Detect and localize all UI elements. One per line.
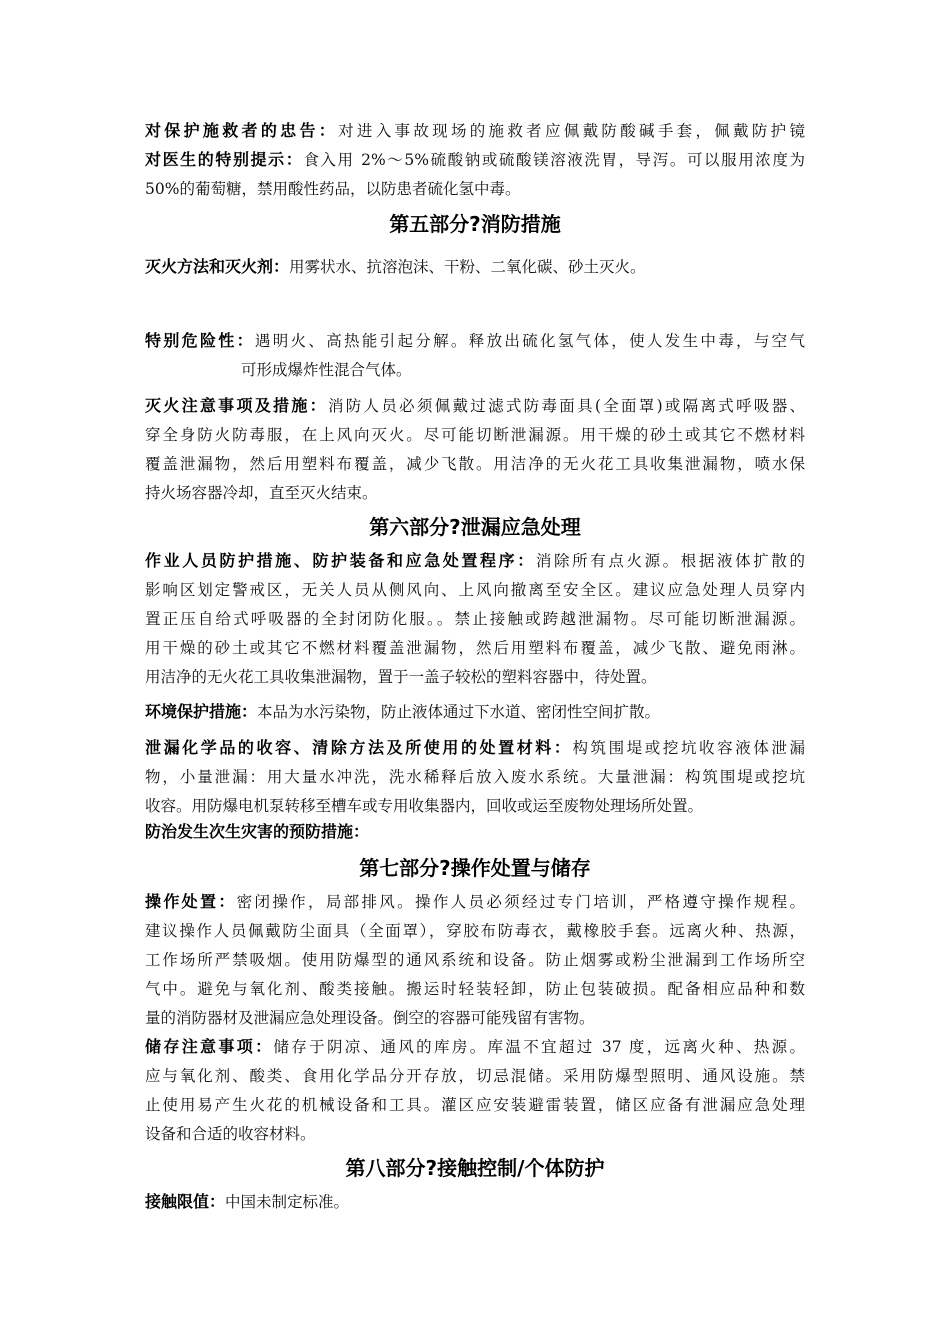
fire-precaution-label: 灭火注意事项及措施： [145,396,328,415]
fire-precaution-line-2: 穿全身防火防毒服，在上风向灭火。尽可能切断泄漏源。用干燥的砂土或其它不燃材料 [145,426,805,444]
personnel-line-5: 用洁净的无火花工具收集泄漏物，置于一盖子较松的塑料容器中，待处置。 [145,668,657,686]
storage-line-2: 应与氧化剂、酸类、食用化学品分开存放，切忌混储。采用防爆型照明、通风设施。禁 [145,1067,805,1085]
handling-line-2: 建议操作人员佩戴防尘面具（全面罩），穿胶布防毒衣，戴橡胶手套。远离火种、热源， [145,922,805,940]
handling-text-1: 密闭操作，局部排风。操作人员必须经过专门培训，严格遵守操作规程。 [236,893,805,911]
handling-line-5: 量的消防器材及泄漏应急处理设备。倒空的容器可能残留有害物。 [145,1009,595,1027]
doctor-note-line-2 [145,178,520,200]
secondary-disaster-label: 防治发生次生灾害的预防措施： [145,822,370,841]
special-hazard-text-2: 可形成爆炸性混合气体。 [241,361,412,379]
doctor-note-text-2: 50%的葡萄糖，禁用酸性药品，以防患者硫化氢中毒。 [145,180,521,198]
handling-line-3: 工作场所严禁吸烟。使用防爆型的通风系统和设备。防止烟雾或粉尘泄漏到工作场所空 [145,951,805,969]
storage-line-4: 设备和合适的收容材料。 [145,1125,316,1143]
personnel-text-1: 消除所有点火源。根据液体扩散的 [535,552,805,570]
personnel-label: 作业人员防护措施、防护装备和应急处置程序： [145,551,536,570]
storage-line-3: 止使用易产生火花的机械设备和工具。灌区应安装避雷装置，储区应备有泄漏应急处理 [145,1096,805,1114]
section5-title: 第五部分?消防措施 [389,212,561,236]
section8-title: 第八部分?接触控制/个体防护 [345,1156,605,1180]
doctor-note-text-1: 食入用 2%～5%硫酸钠或硫酸镁溶液洗胃，导泻。可以服用浓度为 [303,151,805,169]
personnel-line-4: 用干燥的砂土或其它不燃材料覆盖泄漏物，然后用塑料布覆盖，减少飞散、避免雨淋。 [145,639,805,657]
cleanup-line-3: 收容。用防爆电机泵转移至槽车或专用收集器内，回收或运至废物处理场所处置。 [145,797,704,815]
personnel-line-3: 置正压自给式呼吸器的全封闭防化服。。禁止接触或跨越泄漏物。尽可能切断泄漏源。 [145,610,805,628]
section7-title: 第七部分?操作处置与储存 [359,856,591,880]
personnel-line-2: 影响区划定警戒区，无关人员从侧风向、上风向撤离至安全区。建议应急处理人员穿内 [145,581,805,599]
exposure-limit-label: 接触限值： [145,1192,226,1211]
handling-label: 操作处置： [145,892,237,911]
cleanup-text-1: 构筑围堤或挖坑收容液体泄漏 [572,739,805,757]
cleanup-line-1 [145,737,805,759]
doctor-note-line-1 [145,149,805,171]
fire-precaution-text-1: 消防人员必须佩戴过滤式防毒面具(全面罩)或隔离式呼吸器、 [327,397,805,415]
storage-line-1 [145,1036,805,1058]
cleanup-label: 泄漏化学品的收容、清除方法及所使用的处置材料： [145,738,573,757]
special-hazard-text-1: 遇明火、高热能引起分解。释放出硫化氢气体，使人发生中毒，与空气 [254,332,805,350]
exposure-limit-text: 中国未制定标准。 [225,1193,350,1211]
rescuer-advice-text: 对进入事故现场的施救者应佩戴防酸碱手套，佩戴防护镜 [338,122,805,140]
storage-label: 储存注意事项： [145,1037,274,1056]
extinguish-label: 灭火方法和灭火剂： [145,257,290,276]
special-hazard-line-1 [145,330,805,352]
fire-precaution-line-4: 持火场容器冷却，直至灭火结束。 [145,484,378,502]
section6-title: 第六部分?泄漏应急处理 [369,515,581,539]
cleanup-line-2: 物，小量泄漏：用大量水冲洗，洗水稀释后放入废水系统。大量泄漏：构筑围堤或挖坑 [145,768,805,786]
env-protection-label: 环境保护措施： [145,702,258,721]
env-protection-line [145,701,660,723]
rescuer-advice-label: 对保护施救者的忠告： [145,121,339,140]
doctor-note-label: 对医生的特别提示： [145,150,304,169]
fire-precaution-line-1 [145,395,805,417]
fire-precaution-line-3: 覆盖泄漏物，然后用塑料布覆盖，减少飞散。用洁净的无火花工具收集泄漏物，喷水保 [145,455,805,473]
extinguish-line [145,256,646,278]
handling-line-4: 气中。避免与氧化剂、酸类接触。搬运时轻装轻卸，防止包装破损。配备相应品种和数 [145,980,805,998]
exposure-limit-line [145,1191,349,1213]
rescuer-advice-line [145,120,805,142]
special-hazard-line-2 [241,359,412,381]
personnel-line-1 [145,550,805,572]
special-hazard-label: 特别危险性： [145,331,255,350]
storage-text-1: 储存于阴凉、通风的库房。库温不宜超过 37 度，远离火种、热源。 [273,1038,805,1056]
extinguish-text: 用雾状水、抗溶泡沫、干粉、二氧化碳、砂土灭火。 [289,258,646,276]
secondary-disaster-line [145,821,369,843]
handling-line-1 [145,891,805,913]
env-protection-text: 本品为水污染物，防止液体通过下水道、密闭性空间扩散。 [257,703,661,721]
